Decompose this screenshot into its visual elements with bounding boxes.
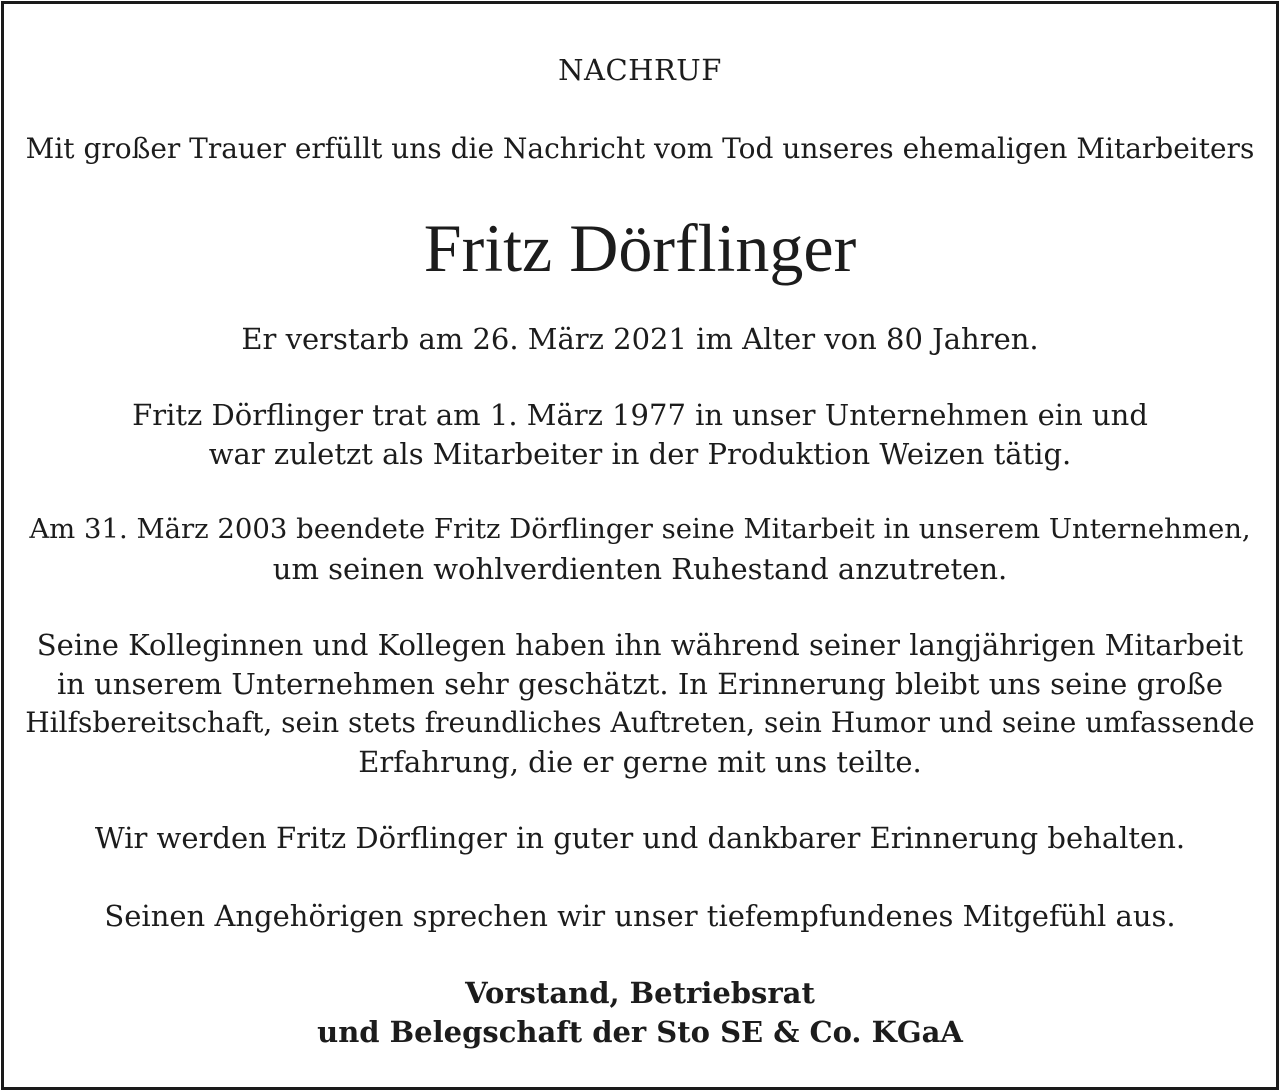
obituary-notice [1, 1, 1279, 1090]
notice-heading: NACHRUF [558, 53, 722, 87]
condolence-line: Seinen Angehörigen sprechen wir unser tiefempfundenes Mitgefühl aus. [104, 899, 1176, 933]
intro-text: Mit großer Trauer erfüllt uns die Nachricht vom Tod unseres ehemaligen Mitarbeiters [25, 132, 1255, 165]
death-date-line: Er verstarb am 26. März 2021 im Alter von 80 Jahren. [241, 322, 1039, 356]
career-paragraph-line: war zuletzt als Mitarbeiter in der Produktion Weizen tätig. [208, 437, 1072, 471]
tribute-paragraph-line: in unserem Unternehmen sehr geschätzt. In Erinnerung bleibt uns seine große [57, 667, 1223, 701]
retirement-paragraph-line: Am 31. März 2003 beendete Fritz Dörflinger seine Mitarbeit in unserem Unternehmen, [29, 513, 1251, 545]
remembrance-line: Wir werden Fritz Dörflinger in guter und dankbarer Erinnerung behalten. [94, 821, 1186, 855]
signature-line: und Belegschaft der Sto SE & Co. KGaA [317, 1015, 963, 1049]
tribute-paragraph-line: Seine Kolleginnen und Kollegen haben ihn während seiner langjährigen Mitarbeit [36, 628, 1244, 662]
deceased-name: Fritz Dörflinger [423, 210, 857, 286]
retirement-paragraph-line: um seinen wohlverdienten Ruhestand anzutreten. [272, 552, 1008, 586]
tribute-paragraph-line: Hilfsbereitschaft, sein stets freundliches Auftreten, sein Humor und seine umfassende [25, 706, 1255, 739]
tribute-paragraph-line: Erfahrung, die er gerne mit uns teilte. [358, 745, 922, 779]
signature-line: Vorstand, Betriebsrat [465, 976, 815, 1010]
career-paragraph-line: Fritz Dörflinger trat am 1. März 1977 in unser Unternehmen ein und [132, 398, 1148, 432]
